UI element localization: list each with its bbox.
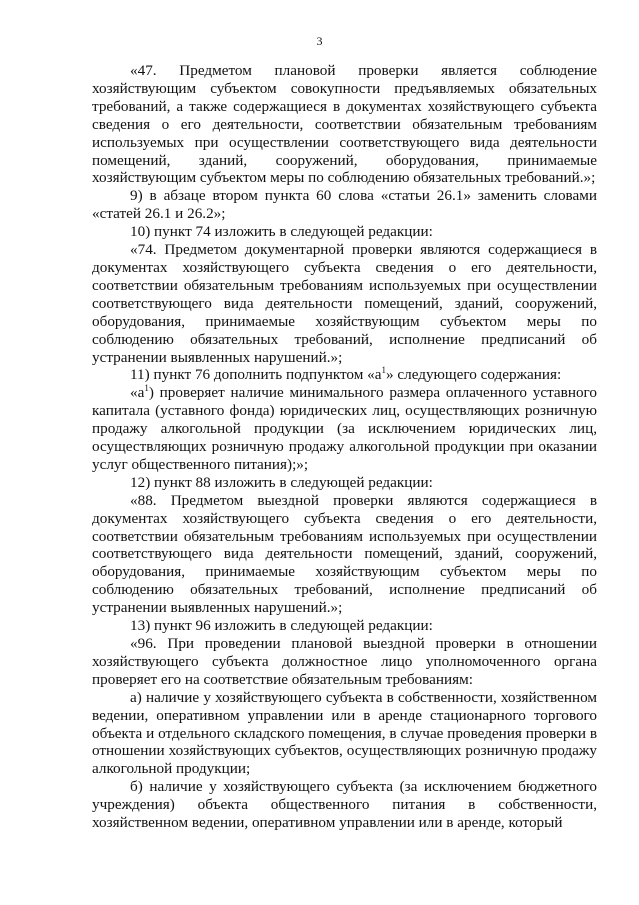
amendment-11-superscript: 1 [381, 365, 386, 376]
paragraph-amendment-9: 9) в абзаце втором пункта 60 слова «статьи 26.1» заменить словами «статей 26.1 и 26.2»; [92, 187, 597, 223]
subitem-a1-text-before: «а [130, 384, 145, 402]
paragraph-amendment-10: 10) пункт 74 изложить в следующей редакции: [130, 223, 433, 241]
document-body [92, 62, 597, 832]
paragraph-subitem-a1 [92, 384, 597, 474]
paragraph-amendment-11 [92, 366, 597, 384]
paragraph-subitem-a: а) наличие у хозяйствующего субъекта в собственности, хозяйственном ведении, оперативном управлении или в аренде стационарного торгового объекта и отдельного складского помещения, в случае проведения проверки в отношении хозяйствующих субъектов, осуществляющих розничную продажу алкогольной продукции; [92, 688, 597, 778]
page-number: 3 [316, 34, 323, 48]
paragraph-item-47: «47. Предметом плановой проверки является соблюдение хозяйствующим субъектом совокупности предъявляемых обязательных требований, а также содержащиеся в документах хозяйствующего субъекта сведения о его деятельности, соответствии обязательным требованиям используемых при осуществлении соответствующего вида деятельности помещений, зданий, сооружений, оборудования, принимаемые хозяйствующим субъектом меры по соблюдению обязательных требований.»; [92, 62, 597, 187]
paragraph-amendment-12: 12) пункт 88 изложить в следующей редакции: [130, 473, 433, 491]
paragraph-item-96: «96. При проведении плановой выездной проверки в отношении хозяйствующего субъекта должностное лицо уполномоченного органа проверяет его на соответствие обязательным требованиям: [92, 635, 597, 688]
subitem-a1-superscript: 1 [144, 383, 149, 394]
subitem-a1-text-after: ) проверяет наличие минимального размера оплаченного уставного капитала (уставного фонда) юридических лиц, осуществляющих розничную продажу алкогольной продукции (за исключением юридических лиц, осуществляющих розничную продажу алкогольной продукции при оказании услуг общественного питания);»; [92, 384, 597, 473]
paragraph-amendment-13: 13) пункт 96 изложить в следующей редакции: [130, 617, 433, 635]
paragraph-subitem-b: б) наличие у хозяйствующего субъекта (за исключением бюджетного учреждения) объекта общественного питания в собственности, хозяйственном ведении, оперативном управлении или в аренде, который [92, 778, 597, 832]
amendment-11-text-after: » следующего содержания: [385, 366, 562, 384]
paragraph-item-88: «88. Предметом выездной проверки являются содержащиеся в документах хозяйствующего субъекта сведения о его деятельности, соответствии обязательным требованиям используемых при осуществлении соответствующего вида деятельности помещений, зданий, сооружений, оборудования, принимаемые хозяйствующим субъектом меры по соблюдению обязательных требований, исполнение предписаний об устранении выявленных нарушений.»; [92, 491, 597, 617]
paragraph-item-74: «74. Предметом документарной проверки являются содержащиеся в документах хозяйствующего субъекта сведения о его деятельности, соответствии обязательным требованиям используемых при осуществлении соответствующего вида деятельности помещений, зданий, сооружений, оборудования, принимаемые хозяйствующим субъектом меры по соблюдению обязательных требований, исполнение предписаний об устранении выявленных нарушений.»; [92, 241, 597, 366]
amendment-11-text-before: 11) пункт 76 дополнить подпунктом «а [130, 366, 382, 384]
